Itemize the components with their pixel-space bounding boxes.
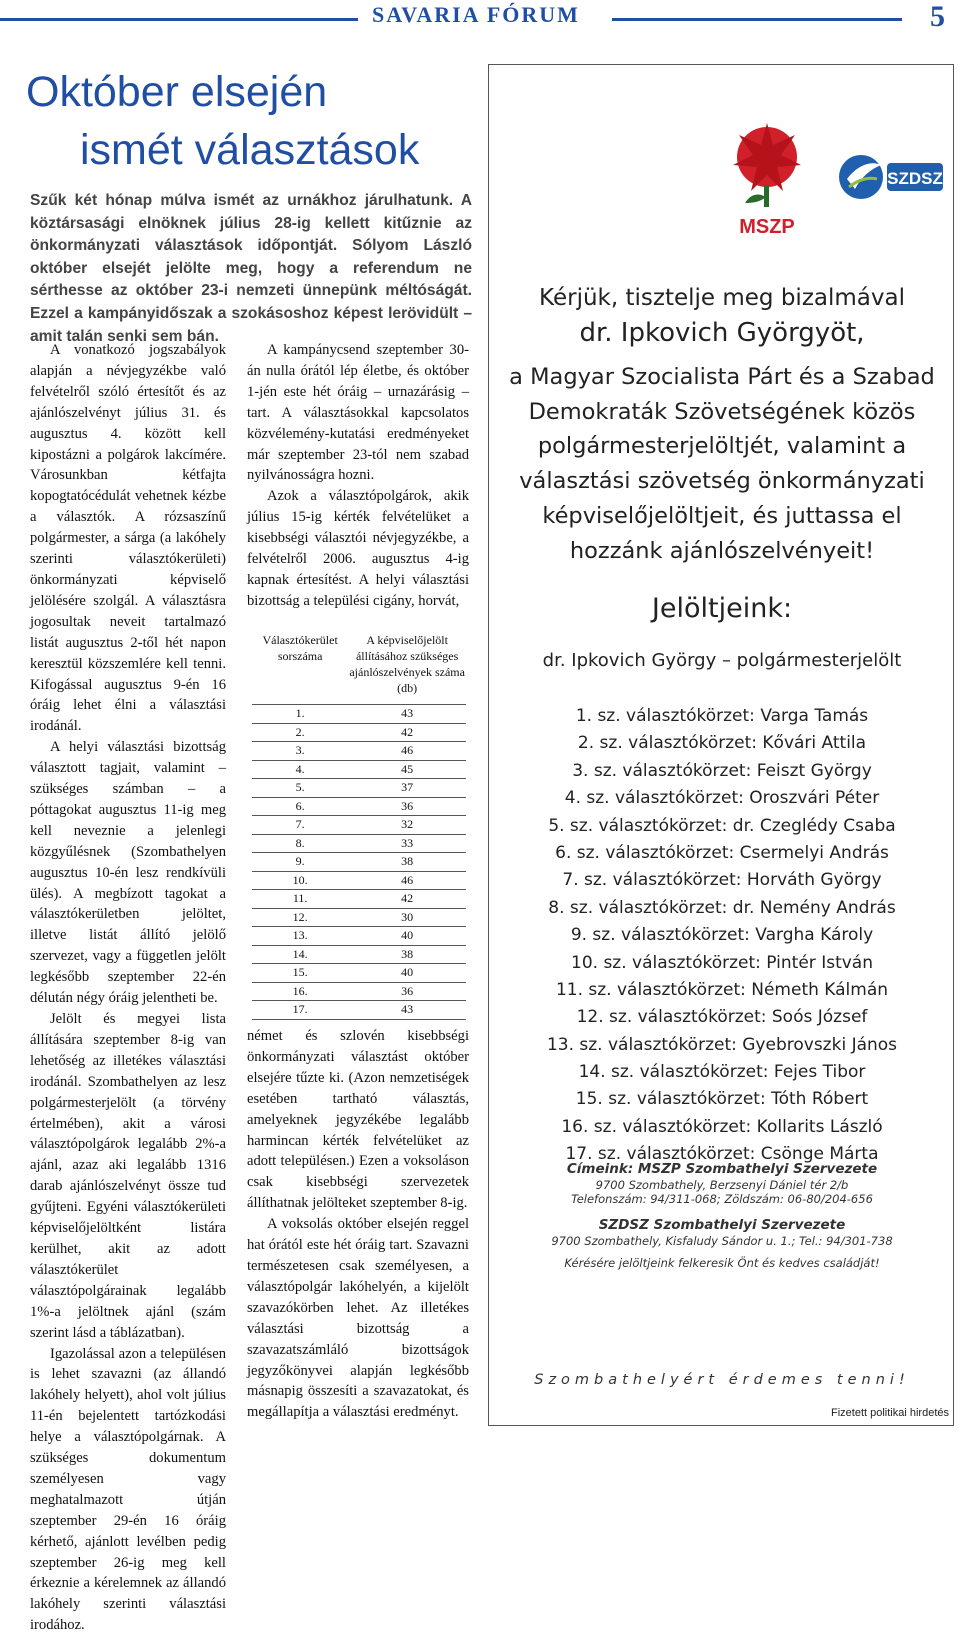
political-advertisement	[488, 64, 954, 1426]
candidates-title: Jelöltjeink:	[489, 593, 954, 624]
candidate-item: 13. sz. választókörzet: Gyebrovszki János	[489, 1032, 954, 1059]
table-cell-count: 30	[348, 908, 466, 927]
candidate-item: 12. sz. választókörzet: Soós József	[489, 1004, 954, 1031]
paragraph: német és szlovén kisebbségi önkormányzati választást október elsejére tűzte ki. (Azon nemzetiségek esetében tartható választás, amelyeknek jegyzékébe legalább harmincan kérték felvételüket az adott településen.) Ezen a voksoláson csak kisebbségi szervezetek állíthatnak jelölteket szeptember 8-ig.	[247, 1026, 469, 1214]
ad-appeal-line2: dr. Ipkovich Györgyöt,	[489, 318, 954, 348]
table-cell-district: 15.	[252, 964, 348, 983]
table-header-district: Választókerület sorszáma	[252, 632, 348, 705]
ad-body-line: a Magyar Szocialista Párt és a Szabad	[499, 360, 945, 394]
table-cell-district: 11.	[252, 890, 348, 909]
table-cell-count: 40	[348, 964, 466, 983]
table-cell-district: 8.	[252, 834, 348, 853]
table-row	[252, 964, 466, 983]
table-row	[252, 890, 466, 909]
candidate-item: 6. sz. választókörzet: Csermelyi András	[489, 840, 954, 867]
ad-body-line: Demokraták Szövetségének közös	[499, 395, 945, 429]
party-logos	[709, 105, 945, 255]
candidate-item: 7. sz. választókörzet: Horváth György	[489, 867, 954, 894]
table-cell-count: 38	[348, 853, 466, 872]
header-rule-left	[0, 18, 358, 21]
table-row	[252, 742, 466, 761]
table-cell-count: 45	[348, 760, 466, 779]
mszp-logo-text: MSZP	[739, 216, 795, 238]
table-row	[252, 760, 466, 779]
szdsz-logo-text: SZDSZ	[887, 169, 943, 188]
table-cell-count: 36	[348, 797, 466, 816]
mayor-candidate: dr. Ipkovich György – polgármesterjelölt	[489, 650, 954, 671]
table-cell-district: 7.	[252, 816, 348, 835]
ad-body-line: választási szövetség önkormányzati	[499, 464, 945, 498]
ad-slogan: Szombathelyért érdemes tenni!	[489, 1372, 954, 1388]
header-rule-right	[612, 18, 902, 21]
table-cell-district: 16.	[252, 982, 348, 1001]
table-cell-district: 3.	[252, 742, 348, 761]
szdsz-bird-icon	[839, 155, 883, 199]
candidate-item: 3. sz. választókörzet: Feiszt György	[489, 758, 954, 785]
table-cell-count: 40	[348, 927, 466, 946]
candidate-item: 17. sz. választókörzet: Csönge Márta	[489, 1141, 954, 1168]
paragraph: Igazolással azon a településen is lehet szavazni (az állandó lakóhely helyett), ahol volt július 11-én bejelentett tartózkodási helye a választópolgárnak. A szükséges dokumentum személyesen vagy meghatalmazott útján szeptember 29-én 16 óráig kérhető, ajánlott levélben pedig szeptember 26-ig meg kell érkeznie a kérelemnek az állandó lakóhely szerinti választási irodához.	[30, 1344, 226, 1636]
table-row	[252, 853, 466, 872]
candidate-item: 16. sz. választókörzet: Kollarits László	[489, 1114, 954, 1141]
table-cell-count: 37	[348, 779, 466, 798]
ad-body-line: hozzánk ajánlószelvényeit!	[499, 534, 945, 568]
table-cell-district: 17.	[252, 1001, 348, 1020]
table-cell-district: 9.	[252, 853, 348, 872]
paragraph: Azok a választópolgárok, akik július 15-ig kérték felvételüket a kisebbségi választói névjegyzékbe, a felvételről 2006. augusztus 4-ig kapnak értesítést. A helyi választási bizottság a települési cigány, horvát,	[247, 486, 469, 611]
table-cell-count: 43	[348, 1001, 466, 1020]
table-cell-district: 13.	[252, 927, 348, 946]
table-row	[252, 945, 466, 964]
sender-mszp-title: Címeink: MSZP Szombathelyi Szervezete	[489, 1160, 954, 1178]
table-row	[252, 705, 466, 724]
ad-body-line: polgármesterjelöltjét, valamint a	[499, 429, 945, 463]
candidate-item: 15. sz. választókörzet: Tóth Róbert	[489, 1086, 954, 1113]
table-cell-district: 4.	[252, 760, 348, 779]
candidate-item: 1. sz. választókörzet: Varga Tamás	[489, 703, 954, 730]
table-row	[252, 982, 466, 1001]
table-cell-district: 2.	[252, 723, 348, 742]
candidate-item: 14. sz. választókörzet: Fejes Tibor	[489, 1059, 954, 1086]
table-row	[252, 816, 466, 835]
table-row	[252, 834, 466, 853]
table-cell-count: 43	[348, 705, 466, 724]
candidate-item: 9. sz. választókörzet: Vargha Károly	[489, 922, 954, 949]
article-column-right-bottom	[247, 1026, 469, 1423]
table-header-count: A képviselőjelölt állításához szükséges ajánlószelvények száma (db)	[348, 632, 466, 705]
paragraph: A vonatkozó jogszabályok alapján a névjegyzékbe való felvételről szóló értesítőt és az ajánlószelvényt július 31. és augusztus 4. között kell kipostázni a polgárok lakcímére. Városunkban kétfajta kopogtatócédulát vehetnek kézbe a választók. A rózsaszínű polgármester, a sárga (a lakóhely szerinti választókerületi) önkormányzati képviselő jelölésére szolgál. A választásra jogosultak neveit tartalmazó listát augusztus 2-től hét napon keresztül közszemlére kell tenni. Kifogással augusztus 9-én 16 óráig lehet élni a választási irodánál.	[30, 340, 226, 737]
table-cell-count: 46	[348, 742, 466, 761]
candidate-item: 8. sz. választókörzet: dr. Nemény András	[489, 895, 954, 922]
paragraph: A kampánycsend szeptember 30-án nulla órától lép életbe, és október 1-jén este hét óráig – urnazárásig – tart. A választásokkal kapcsolatos közvélemény-kutatási eredményeket már szeptember 23-tól nem szabad nyilvánosságra hozni.	[247, 340, 469, 486]
page-number: 5	[930, 0, 945, 34]
table-cell-count: 42	[348, 723, 466, 742]
candidate-item: 10. sz. választókörzet: Pintér István	[489, 950, 954, 977]
table-cell-district: 14.	[252, 945, 348, 964]
table-row	[252, 871, 466, 890]
candidate-item: 11. sz. választókörzet: Németh Kálmán	[489, 977, 954, 1004]
table-row	[252, 1001, 466, 1020]
table-row	[252, 723, 466, 742]
paragraph: A helyi választási bizottság választott tagjait, valamint – szükséges számban – a póttagokat augusztus 11-ig meg kell neveznie a jelenlegi közgyűlésnek (Szombathelyen augusztus 10-én lesz rendkívüli ülés). A megbízott tagokat a választókerületben jelöltet, illetve listát állító jelölő szervezet, vagy a független jelölt legkésőbb szeptember 22-én délután négy óráig jelentheti be.	[30, 737, 226, 1009]
table-cell-district: 6.	[252, 797, 348, 816]
table-row	[252, 797, 466, 816]
sender-mszp-address: 9700 Szombathely, Berzsenyi Dániel tér 2/b	[489, 1178, 954, 1192]
article-column-left	[30, 340, 226, 1636]
paid-ad-label: Fizetett politikai hirdetés	[831, 1407, 949, 1419]
lead-paragraph: Szűk két hónap múlva ismét az urnákhoz járulhatunk. A köztársasági elnöknek július 28-ig kellett kitűznie az önkormányzati választások időpontját. Sólyom László október elsejét jelölte meg, hogy a referendum ne sérthesse az október 23-i nemzeti ünnepünk méltóságát. Ezzel a kampányidőszak a szokásoshoz képest lerövidült – amit talán senki sem bán.	[30, 190, 472, 348]
ad-body-line: képviselőjelöltjeit, és juttassa el	[499, 499, 945, 533]
sender-szdsz-title: SZDSZ Szombathelyi Szervezete	[489, 1216, 954, 1234]
table-cell-count: 36	[348, 982, 466, 1001]
sender-szdsz-address: 9700 Szombathely, Kisfaludy Sándor u. 1.; Tel.: 94/301-738	[489, 1234, 954, 1248]
table-body	[252, 705, 466, 1020]
headline-line1: Október elsején	[26, 68, 327, 117]
publication-title: SAVARIA FÓRUM	[372, 2, 580, 28]
paragraph: Jelölt és megyei lista állítására szeptember 8-ig van lehetőség az illetékes választási irodánál. Szombathelyen az lesz polgármesterjelölt (a törvény értelmében), akit a városi választópolgárok legalább 2%-a ajánl, azaz aki legalább 1316 darab ajánlószelvényt össze tud gyűjteni. Egyéni választókerületi képviselőjelöltként listára kerülhet, akit az adott választókerület választópolgárainak legalább 1%-a jelöltnek ajánl (szám szerint lásd a táblázatban).	[30, 1009, 226, 1344]
sender-note: Kérésére jelöltjeink felkeresik Önt és kedves családját!	[489, 1256, 954, 1270]
table-cell-count: 38	[348, 945, 466, 964]
table-row	[252, 927, 466, 946]
paragraph: A voksolás október elsején reggel hat órától este hét óráig tart. Szavazni természetesen csak személyesen, a választópolgár lakóhelyén, a kijelölt szavazókörben lehet. Az illetékes választási bizottság a szavazatszámláló bizottságok jegyzőkönyvei alapján legkésőbb másnapig összesíti a szavazatokat, és megállapítja a választási eredményt.	[247, 1214, 469, 1423]
mszp-rose-icon	[733, 123, 801, 207]
sender-mszp-phone: Telefonszám: 94/311-068; Zöldszám: 06-80/204-656	[489, 1192, 954, 1206]
candidate-item: 5. sz. választókörzet: dr. Czeglédy Csaba	[489, 813, 954, 840]
table-row	[252, 779, 466, 798]
nomination-table	[252, 632, 466, 1020]
table-cell-district: 1.	[252, 705, 348, 724]
table-cell-district: 12.	[252, 908, 348, 927]
table-row	[252, 908, 466, 927]
table-cell-district: 10.	[252, 871, 348, 890]
table-cell-count: 33	[348, 834, 466, 853]
sender-info	[489, 1160, 954, 1270]
table-cell-district: 5.	[252, 779, 348, 798]
candidate-item: 2. sz. választókörzet: Kővári Attila	[489, 730, 954, 757]
table-cell-count: 32	[348, 816, 466, 835]
table-cell-count: 42	[348, 890, 466, 909]
candidate-list	[489, 703, 954, 1169]
table-cell-count: 46	[348, 871, 466, 890]
headline-line2: ismét választások	[80, 126, 419, 175]
candidate-item: 4. sz. választókörzet: Oroszvári Péter	[489, 785, 954, 812]
article-column-right-top	[247, 340, 469, 612]
ad-appeal-line1: Kérjük, tisztelje meg bizalmával	[489, 285, 954, 311]
